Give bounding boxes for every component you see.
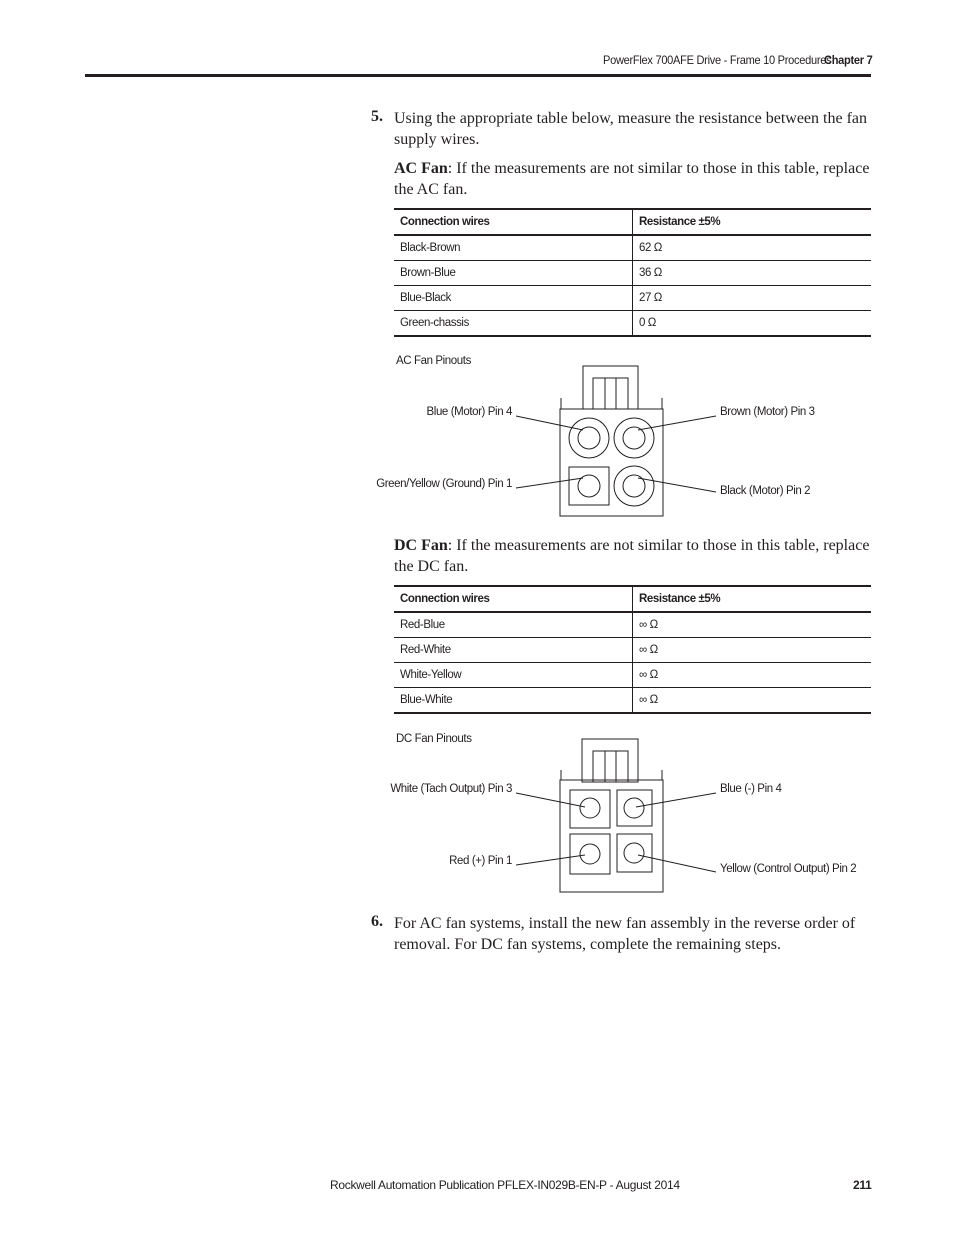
dc-fan-intro [394, 535, 872, 577]
pin-3-outer [614, 418, 654, 458]
table-cell: Blue-White [394, 688, 633, 714]
table-cell: Red-White [394, 638, 633, 663]
table-cell: 27 Ω [633, 286, 872, 311]
step-6-text: For AC fan systems, install the new fan assembly in the reverse order of removal. For DC fan systems, complete the remaining steps. [394, 915, 856, 953]
leader-line-pin2 [638, 478, 716, 492]
table-cell: ∞ Ω [633, 612, 872, 638]
table-cell: ∞ Ω [633, 663, 872, 688]
table-cell: ∞ Ω [633, 638, 872, 663]
connector-body [560, 398, 663, 516]
footer-publication: Rockwell Automation Publication PFLEX-IN029B-EN-P - August 2014 [330, 1178, 680, 1192]
dc-label-pin2: Yellow (Control Output) Pin 2 [720, 863, 857, 875]
connector-latch [583, 366, 638, 409]
page-number: 211 [853, 1178, 872, 1192]
pin-1-square [569, 467, 609, 505]
step-6-number: 6. [371, 913, 383, 930]
ac-figure-title: AC Fan Pinouts [396, 355, 471, 367]
dc-fan-connector-diagram [380, 735, 880, 900]
step-5-text: Using the appropriate table below, measure the resistance between the fan supply wires. [394, 110, 867, 148]
dc-label-pin1: Red (+) Pin 1 [449, 855, 512, 867]
leader-line-pin3 [516, 793, 585, 807]
ac-resistance-table [394, 208, 871, 337]
table-row [394, 235, 871, 261]
table-cell: 36 Ω [633, 261, 872, 286]
table-cell: Green-chassis [394, 311, 633, 337]
connector-latch-slot [593, 751, 628, 782]
ac-fan-intro-label: AC Fan [394, 160, 448, 177]
table-row [394, 311, 871, 337]
table-cell: Brown-Blue [394, 261, 633, 286]
pin-4-inner [624, 798, 644, 818]
dc-figure-title: DC Fan Pinouts [396, 733, 472, 745]
ac-label-pin1: Green/Yellow (Ground) Pin 1 [376, 478, 512, 490]
ac-fan-intro [394, 158, 872, 200]
table-cell: White-Yellow [394, 663, 633, 688]
leader-line-pin4 [636, 793, 716, 807]
leader-line-pin1 [516, 478, 583, 488]
pin-2-square [617, 834, 652, 872]
pin-3-inner [623, 427, 645, 449]
table-row [394, 261, 871, 286]
pin-1-inner [580, 844, 600, 864]
pin-4-square [617, 790, 652, 826]
header-rule [85, 74, 871, 77]
leader-line-pin2 [638, 855, 716, 872]
dc-label-pin3: White (Tach Output) Pin 3 [390, 783, 512, 795]
connector-latch [582, 739, 638, 782]
column-header: Resistance ±5% [633, 586, 872, 612]
pin-4-inner [578, 427, 600, 449]
leader-line-pin4 [516, 416, 583, 430]
column-header: Connection wires [394, 209, 633, 235]
pin-4-outer [569, 418, 609, 458]
table-cell: Black-Brown [394, 235, 633, 261]
dc-fan-intro-text: : If the measurements are not similar to those in this table, replace the DC fan. [394, 537, 870, 575]
ac-label-pin4: Blue (Motor) Pin 4 [426, 406, 512, 418]
ac-label-pin3: Brown (Motor) Pin 3 [720, 406, 815, 418]
table-row [394, 638, 871, 663]
table-header-row [394, 209, 871, 235]
ac-fan-connector-diagram [380, 360, 880, 525]
table-row [394, 688, 871, 714]
ac-label-pin2: Black (Motor) Pin 2 [720, 485, 811, 497]
table-header-row [394, 586, 871, 612]
table-row [394, 663, 871, 688]
ac-fan-intro-text: : If the measurements are not similar to those in this table, replace the AC fan. [394, 160, 870, 198]
pin-3-square [570, 790, 610, 828]
running-header-chapter: Chapter 7 [824, 53, 873, 67]
pin-3-inner [580, 798, 600, 818]
step-5-number: 5. [371, 108, 383, 125]
table-cell: ∞ Ω [633, 688, 872, 714]
pin-2-outer [614, 466, 654, 506]
table-cell: 62 Ω [633, 235, 872, 261]
leader-line-pin1 [516, 855, 585, 865]
pin-2-inner [624, 843, 644, 863]
leader-line-pin3 [638, 416, 716, 430]
table-cell: Blue-Black [394, 286, 633, 311]
dc-fan-intro-label: DC Fan [394, 537, 448, 554]
column-header: Resistance ±5% [633, 209, 872, 235]
table-cell: Red-Blue [394, 612, 633, 638]
running-header-title: PowerFlex 700AFE Drive - Frame 10 Procedures [603, 53, 832, 67]
pin-1-square [570, 834, 610, 874]
connector-latch-slot [593, 378, 628, 409]
column-header: Connection wires [394, 586, 633, 612]
table-cell: 0 Ω [633, 311, 872, 337]
dc-label-pin4: Blue (-) Pin 4 [720, 783, 782, 795]
dc-resistance-table [394, 585, 871, 714]
table-row [394, 612, 871, 638]
table-row [394, 286, 871, 311]
